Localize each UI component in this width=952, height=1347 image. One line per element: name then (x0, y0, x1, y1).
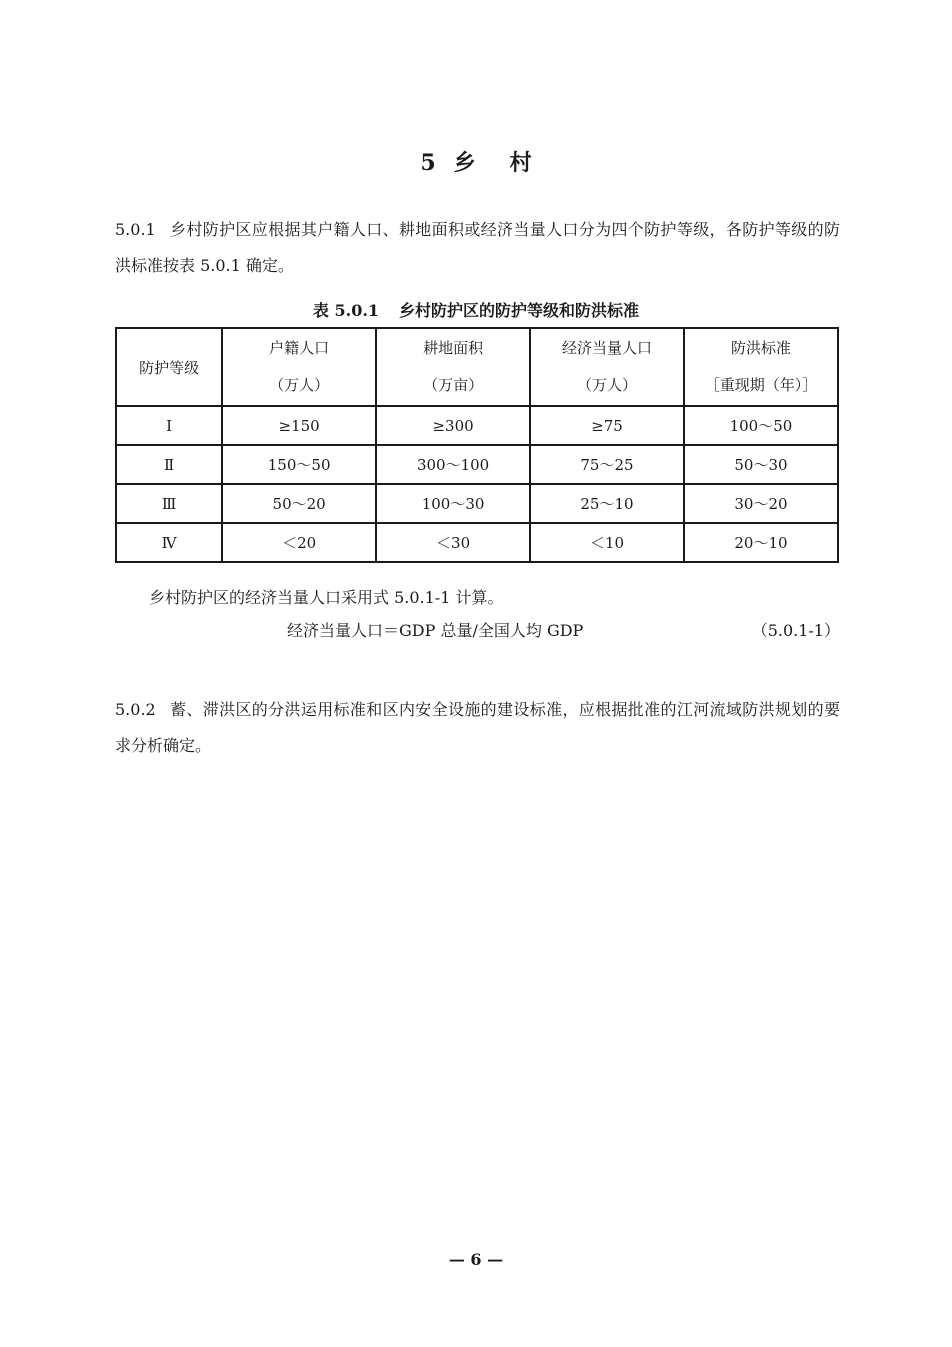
header-label: 户籍人口 (269, 339, 330, 357)
table-cell: ≥75 (530, 406, 684, 445)
table-cell: 50～30 (684, 445, 838, 484)
clause-5-0-1 (115, 212, 840, 284)
protection-standard-table (115, 327, 839, 563)
table-cell: 75～25 (530, 445, 684, 484)
chapter-title-char-1: 乡 (453, 150, 476, 176)
table-cell: ＜10 (530, 523, 684, 562)
table-caption (0, 298, 952, 321)
header-label: 防洪标准 (730, 339, 791, 357)
header-label: 防护等级 (139, 358, 200, 377)
formula-note (115, 580, 840, 616)
chapter-title-char-2: 村 (509, 150, 532, 176)
table-caption-title: 乡村防护区的防护等级和防洪标准 (399, 301, 640, 320)
chapter-title (0, 146, 952, 177)
formula-expression: 经济当量人口＝GDP 总量/全国人均 GDP (287, 621, 584, 640)
table-cell: ＜20 (222, 523, 376, 562)
table-cell: 100～50 (684, 406, 838, 445)
header-cell-grade (116, 328, 222, 406)
clause-number: 5.0.1 (115, 220, 156, 239)
header-unit: （万人） (269, 376, 330, 394)
table-cell: 100～30 (376, 484, 530, 523)
table-row (116, 406, 838, 445)
table-caption-number: 表 5.0.1 (312, 301, 380, 320)
header-unit: （万亩） (423, 376, 484, 394)
table-cell: Ⅱ (116, 445, 222, 484)
table-cell: 20～10 (684, 523, 838, 562)
header-cell-farmland (376, 328, 530, 406)
table-row (116, 484, 838, 523)
table-row (116, 445, 838, 484)
header-unit: （万人） (576, 376, 637, 394)
header-label: 耕地面积 (423, 339, 484, 357)
table-cell: Ⅳ (116, 523, 222, 562)
table-cell: 50～20 (222, 484, 376, 523)
table-cell: 150～50 (222, 445, 376, 484)
table-cell: ≥150 (222, 406, 376, 445)
table-cell: Ⅰ (116, 406, 222, 445)
header-cell-economic-population (530, 328, 684, 406)
formula-number: （5.0.1-1） (751, 621, 840, 640)
header-unit: ［重现期（年）］ (704, 376, 818, 394)
formula (115, 618, 840, 648)
formula-note-text: 乡村防护区的经济当量人口采用式 5.0.1-1 计算。 (149, 588, 504, 607)
clause-number: 5.0.2 (115, 700, 156, 719)
clause-text: 蓄、滞洪区的分洪运用标准和区内安全设施的建设标准，应根据批准的江河流域防洪规划的要求分析确定。 (115, 700, 840, 755)
table-cell: ≥300 (376, 406, 530, 445)
table-cell: Ⅲ (116, 484, 222, 523)
header-label: 经济当量人口 (561, 339, 652, 357)
table-cell: 25～10 (530, 484, 684, 523)
clause-text: 乡村防护区应根据其户籍人口、耕地面积或经济当量人口分为四个防护等级，各防护等级的防洪标准按表 5.0.1 确定。 (115, 220, 840, 275)
chapter-number: 5 (420, 150, 436, 176)
header-cell-population (222, 328, 376, 406)
header-cell-flood-standard (684, 328, 838, 406)
table-header-row (116, 328, 838, 406)
table-cell: 300～100 (376, 445, 530, 484)
clause-5-0-2 (115, 692, 840, 764)
table-row (116, 523, 838, 562)
table-cell: ＜30 (376, 523, 530, 562)
page-number: — 6 — (448, 1250, 504, 1269)
table-cell: 30～20 (684, 484, 838, 523)
